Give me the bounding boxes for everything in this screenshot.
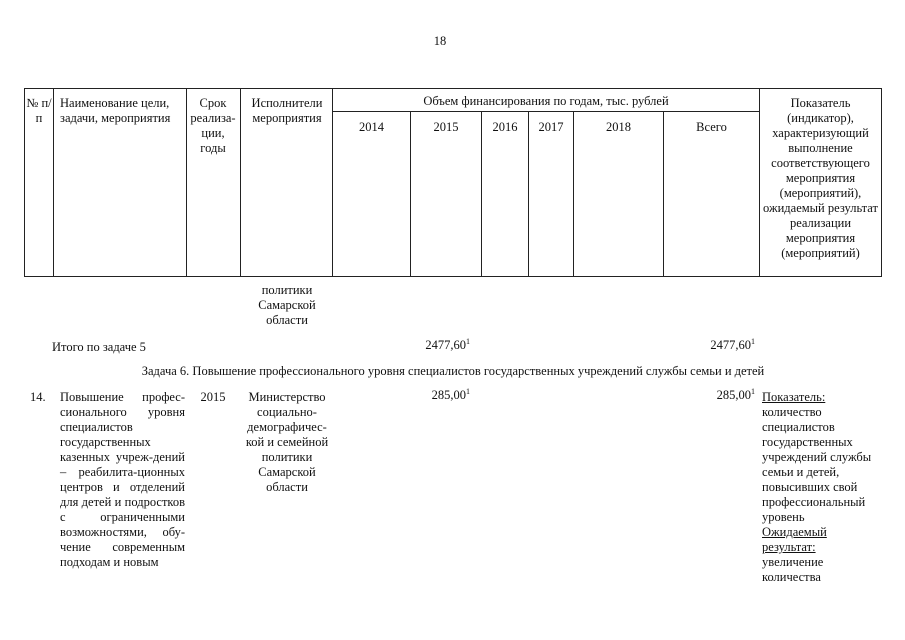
header-year-2015: 2015 <box>433 120 459 134</box>
row14-2015: 285,00$^1$ <box>431 386 470 402</box>
header-executors: Исполнители мероприятия <box>251 96 323 125</box>
row14-num: 14. <box>30 390 46 404</box>
header-year-total: Всего <box>696 120 727 134</box>
row14-indicator <box>762 390 882 585</box>
row14-executor: Министерство социально-демографичес-кой и семейной политики Самарской области <box>245 390 329 494</box>
total-label: Итого по задаче 5 <box>52 340 146 354</box>
total-2015: 2477,60$^1$ <box>425 336 470 352</box>
row14-name: Повышение профес-сионального уровня специалистов государственных казенных учреж-дений – реабилита-ционных центров и отделений для детей и подростков с ограниченными возможностями, обу-чение современным подходам и новым <box>60 390 185 569</box>
header-year-2018: 2018 <box>606 120 631 134</box>
result-text: увеличение количества <box>762 555 824 584</box>
page-number: 18 <box>433 34 447 48</box>
header-indicator: Показатель (индикатор), характеризующий выполнение соответствующего мероприятия (мероприятий), ожидаемый результат реализации мероприятия (мероприятий) <box>763 96 878 260</box>
indicator-label: Показатель: <box>762 390 826 404</box>
total-sum: 2477,60$^1$ <box>710 336 755 352</box>
header-name: Наименование цели, задачи, мероприятия <box>60 96 171 125</box>
header-term: Срок реализа-ции, годы <box>190 96 236 155</box>
header-num: № п/п <box>26 96 52 125</box>
row14-term: 2015 <box>200 390 226 404</box>
continuation-executor: политики Самарской области <box>258 283 316 327</box>
row14-total: 285,00$^1$ <box>716 386 755 402</box>
header-year-2017: 2017 <box>538 120 564 134</box>
indicator-text: количество специалистов государственных учреждений службы семьи и детей, повысивших свой профессиональный уровень <box>762 405 872 524</box>
header-year-2016: 2016 <box>492 120 518 134</box>
header-year-2014: 2014 <box>359 120 384 134</box>
result-label: Ожидаемый результат: <box>762 525 827 554</box>
task6-title: Задача 6. Повышение профессионального уровня специалистов государственных учреждений службы семьи и детей <box>141 364 765 378</box>
header-funding: Объем финансирования по годам, тыс. рублей <box>423 94 669 108</box>
